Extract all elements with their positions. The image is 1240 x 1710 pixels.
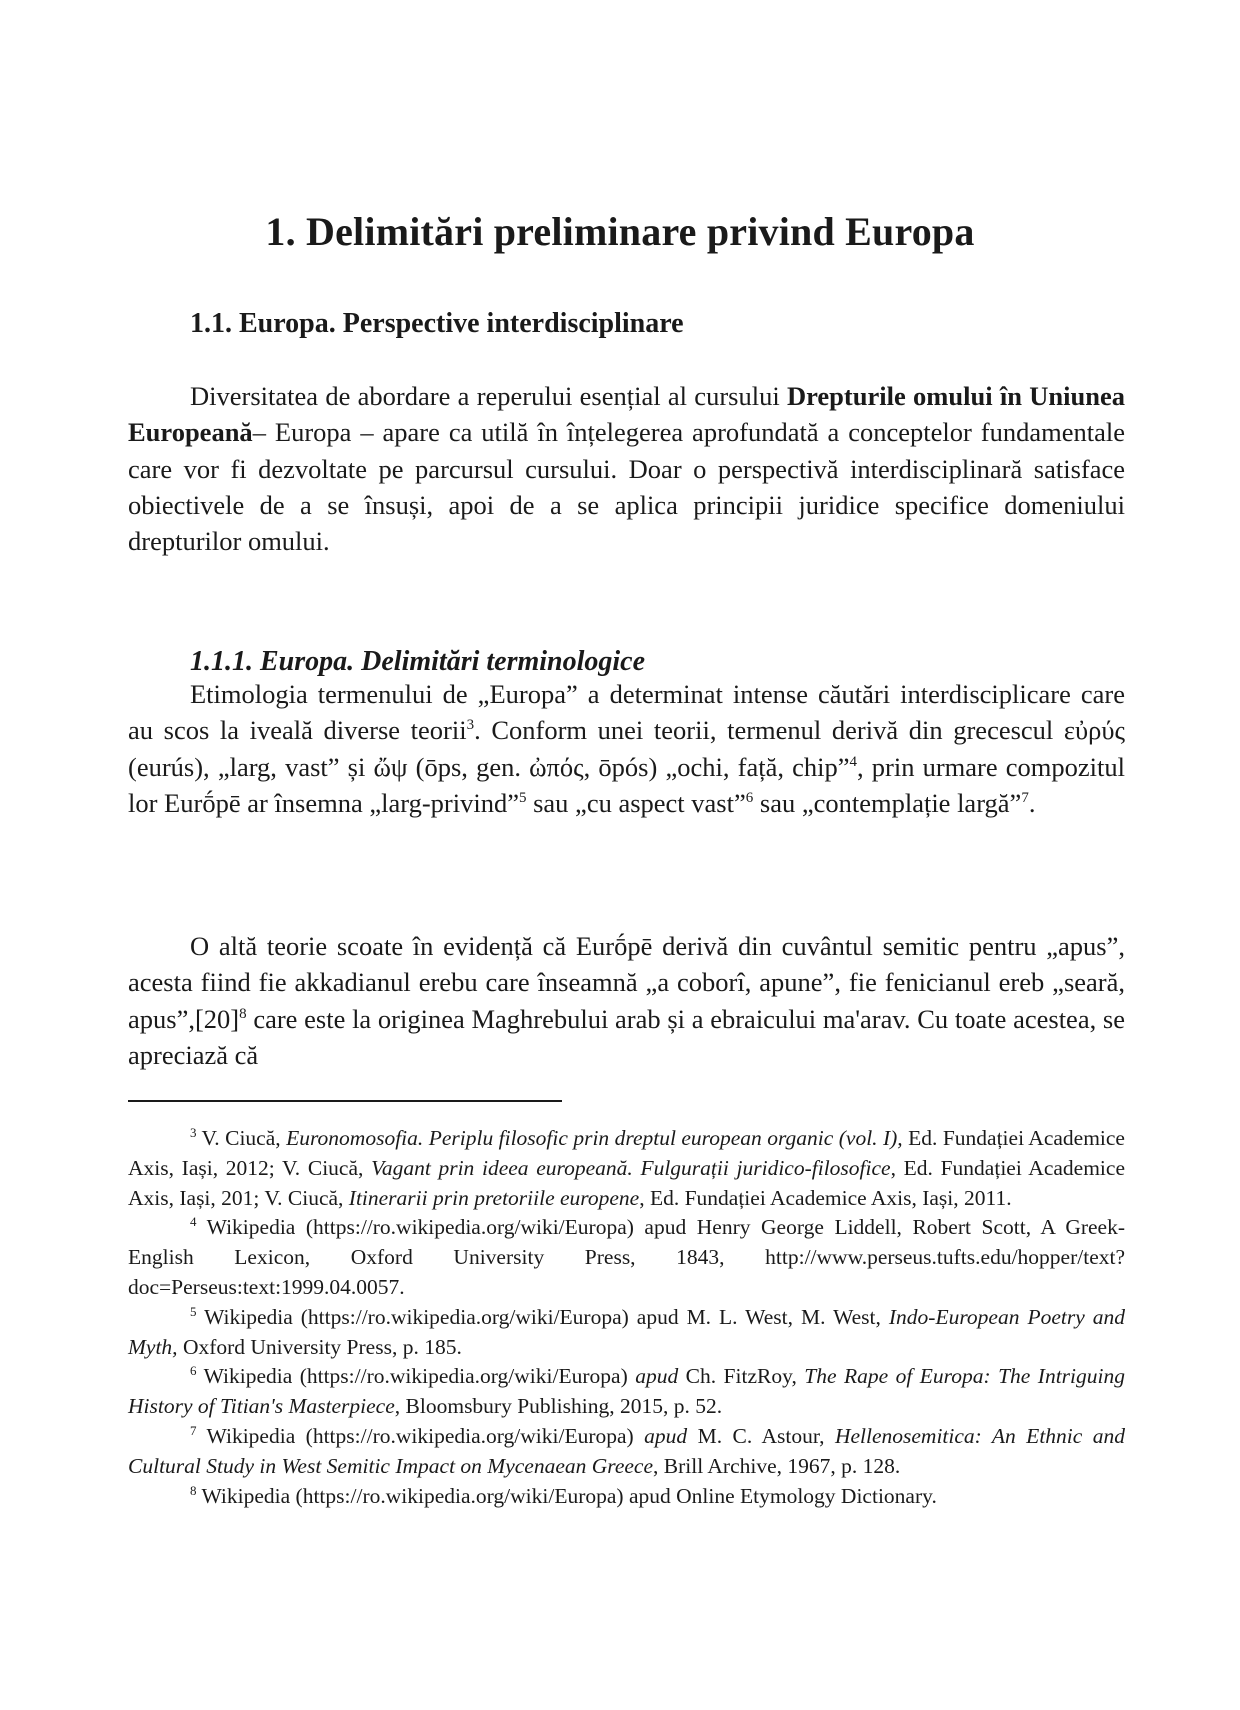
section-title: 1.1. Europa. Perspective interdisciplinare (190, 308, 684, 339)
footnote-text: M. C. Astour, (687, 1423, 835, 1448)
footnote-text: Wikipedia (https://ro.wikipedia.org/wiki/Europa) (196, 1364, 636, 1389)
paragraph-text: O altă teorie scoate în evidență că Eurṓpē derivă din cuvântul semitic pentru „apus”, acesta fiind fie akkadianul erebu care înseamnă „a coborî, apune”, fie fenicianul ereb „seară, apus”,[20] (128, 931, 1125, 1034)
footnote-text: Wikipedia (https://ro.wikipedia.org/wiki/Europa) (196, 1423, 645, 1448)
subsection-title: 1.1.1. Europa. Delimitări terminologice (190, 646, 646, 677)
paragraph-text: – Europa – apare ca utilă în înțelegerea aprofundată a conceptelor fundamentale care vor fi dezvoltate pe parcursul cursului. Doar o perspectivă interdisciplinară satisface obiectivele de a se însuși, apoi de a se aplica principii juridice specifice domeniului drepturilor omului. (128, 417, 1125, 557)
footnote-number: 3 (190, 1125, 197, 1140)
footnote-number: 5 (190, 1303, 197, 1319)
footnote-ref-7[interactable]: 7 (1021, 790, 1029, 807)
paragraph-semitic-theory (128, 928, 1125, 1073)
footnote-text: , Ed. Fundației Academice Axis, Iași, 201; V. Ciucă, (128, 1155, 1125, 1210)
paragraph-text: . (1028, 787, 1036, 818)
footnote-4 (128, 1213, 1125, 1302)
paragraph-text: Diversitatea de abordare a reperului esențial al cursului (190, 381, 787, 411)
footnotes (128, 1124, 1125, 1511)
footnote-text: , Brill Archive, 1967, p. 128. (653, 1453, 901, 1478)
paragraph-text: Etimologia termenului de „Europa” a determinat intense căutări interdisciplicare care au scos la iveală diverse teorii (128, 679, 1125, 746)
footnote-separator (128, 1100, 562, 1102)
paragraph-text: sau „contemplație largă” (753, 787, 1022, 818)
footnote-ref-6[interactable]: 6 (745, 790, 754, 807)
paragraph-interdisciplinary (128, 378, 1125, 559)
footnote-text: Wikipedia (https://ro.wikipedia.org/wiki/Europa) apud Online Etymology Dictionary. (196, 1483, 937, 1508)
footnote-ref-3[interactable]: 3 (466, 717, 475, 734)
footnote-number: 7 (190, 1422, 197, 1438)
footnote-italic-text: apud (635, 1364, 679, 1389)
footnote-italic-text: Indo-European Poetry and Myth, (128, 1304, 1125, 1359)
footnote-3 (128, 1124, 1125, 1213)
course-title-bold: Drepturile omului în Uniunea Europeană (128, 381, 1125, 448)
footnote-ref-5[interactable]: 5 (518, 790, 527, 807)
footnote-number: 6 (190, 1363, 197, 1379)
paragraph-text: sau „cu aspect vast” (526, 787, 746, 818)
footnote-italic-text: Hellenosemitica: An Ethnic and Cultural Study in West Semitic Impact on Mycenaean Greece (128, 1423, 1125, 1478)
footnote-italic-text: The Rape of Europa: The Intriguing History of Titian's Masterpiece (128, 1364, 1125, 1419)
footnote-8 (128, 1482, 1125, 1512)
footnote-number: 8 (190, 1482, 197, 1498)
footnote-text: , Bloomsbury Publishing, 2015, p. 52. (394, 1394, 723, 1419)
footnote-text: Ch. FitzRoy, (678, 1364, 805, 1389)
footnote-ref-4[interactable]: 4 (849, 753, 857, 770)
footnote-text: Ed. Fundației Academice Axis, Iași, 2012; V. Ciucă, (128, 1126, 1125, 1180)
footnote-ref-8[interactable]: 8 (239, 1005, 247, 1022)
footnote-6 (128, 1362, 1125, 1422)
paragraph-text: , prin urmare compozitul lor Eurṓpē ar însemna „larg-privind” (128, 751, 1125, 818)
paragraph-text: . Conform unei teorii, termenul derivă din grecescul εὐρύς (eurús), „larg, vast” și ὤψ (ōps, gen. ὠπός, ōpós) „ochi, față, chip” (128, 715, 1125, 782)
footnote-text: Wikipedia (https://ro.wikipedia.org/wiki/Europa) apud Henry George Liddell, Robert Scott, A Greek-English Lexicon, Oxford University Press, 1843, http://www.perseus.tufts.edu/hopper/text?doc=Perseus:text:1999.04.0057. (128, 1215, 1125, 1299)
footnote-text: Wikipedia (https://ro.wikipedia.org/wiki/Europa) apud M. L. West, M. West, (196, 1304, 889, 1329)
footnote-italic-text: Itinerarii prin pretoriile europene (348, 1185, 640, 1210)
footnote-italic-text: Euronomosofia. Periplu filosofic prin dreptul european organic (vol. I), (286, 1126, 903, 1150)
footnote-text: Oxford University Press, p. 185. (177, 1334, 462, 1359)
footnote-text: , Ed. Fundației Academice Axis, Iași, 2011. (639, 1185, 1012, 1210)
chapter-title: 1. Delimitări preliminare privind Europa (265, 208, 975, 254)
footnote-number: 4 (190, 1214, 197, 1230)
footnote-5 (128, 1303, 1125, 1363)
footnote-text: V. Ciucă, (196, 1126, 287, 1150)
footnote-7 (128, 1422, 1125, 1482)
footnote-italic-text: apud (644, 1423, 688, 1448)
paragraph-text: care este la originea Maghrebului arab și a ebraicului ma'arav. Cu toate acestea, se apreciază că (128, 1003, 1125, 1070)
footnote-italic-text: Vagant prin ideea europeană. Fulgurații juridico-filosofice (371, 1155, 891, 1180)
paragraph-etymology (128, 676, 1125, 821)
